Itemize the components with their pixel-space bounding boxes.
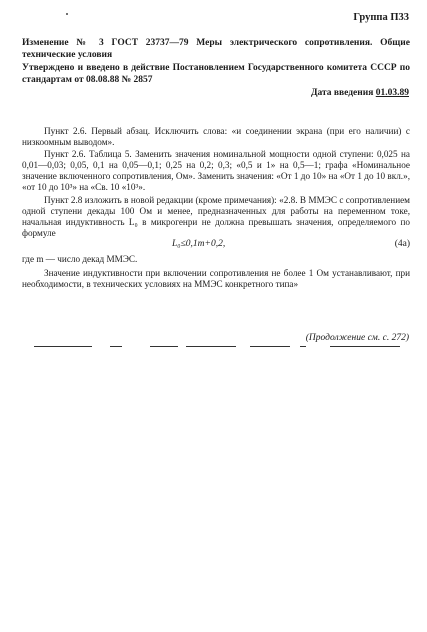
paragraph-item-2-6-table: Пункт 2.6. Таблица 5. Заменить значения номинальной мощности одной ступени: 0,025 на 0,01—0,03; 0,05, 0,1 на 0,05—0,1; 0,25 на 0,2; 0,3; «0,5 и 1» на 0,5—1; графа «Номинальное значение включенного сопротивления, Ом». Заменить значения: «От 1 до 10» на «От 1 до 10 вкл.», «от 10 до 10³» на «Св. 10 «10³». xyxy=(22,149,410,192)
formula-row xyxy=(22,239,410,252)
footer-rule xyxy=(150,346,178,347)
paragraph-item-2-8: Пункт 2.8 изложить в новой редакции (кроме примечания): «2.8. В ММЭС с сопротивлением одной ступени декады 100 Ом и менее, предназначенных для работы на переменном токе, начальная индуктивность L₀ в микрогенри не должна превышать значения, определяемого по формуле xyxy=(22,195,410,238)
approval-statement: Утверждено и введено в действие Постановлением Государственного комитета СССР по стандартам от 08.08.88 № 2857 xyxy=(22,63,410,85)
footer-rule xyxy=(110,346,122,347)
footer-rule xyxy=(186,346,236,347)
scan-speck xyxy=(66,13,68,15)
footer-rule xyxy=(34,346,92,347)
formula-number: (4а) xyxy=(394,239,410,249)
amendment-title: Изменение № 3 ГОСТ 23737—79 Меры электрического сопротивления. Общие технические условия xyxy=(22,38,410,60)
footer-rule xyxy=(330,346,400,347)
introduction-date xyxy=(311,88,409,98)
paragraph-item-2-6-first: Пункт 2.6. Первый абзац. Исключить слова: «и соединении экрана (при его наличии) с низкоомным выводом». xyxy=(22,126,410,147)
introduction-date-label: Дата введения xyxy=(310,88,374,98)
introduction-date-value: 01.03.89 xyxy=(375,88,409,98)
formula-explanation: где m — число декад ММЭС. xyxy=(22,254,138,264)
inductance-formula: L₀≤0,1m+0,2, xyxy=(172,239,226,249)
footer-rule xyxy=(250,346,290,347)
paragraph-inductance-note: Значение индуктивности при включении сопротивления не более 1 Ом устанавливают, при необходимости, в технических условиях на ММЭС конкретного типа» xyxy=(22,268,410,289)
group-label: Группа П33 xyxy=(353,12,409,23)
footer-rule xyxy=(300,346,306,347)
continuation-note: (Продолжение см. с. 272) xyxy=(305,333,409,343)
